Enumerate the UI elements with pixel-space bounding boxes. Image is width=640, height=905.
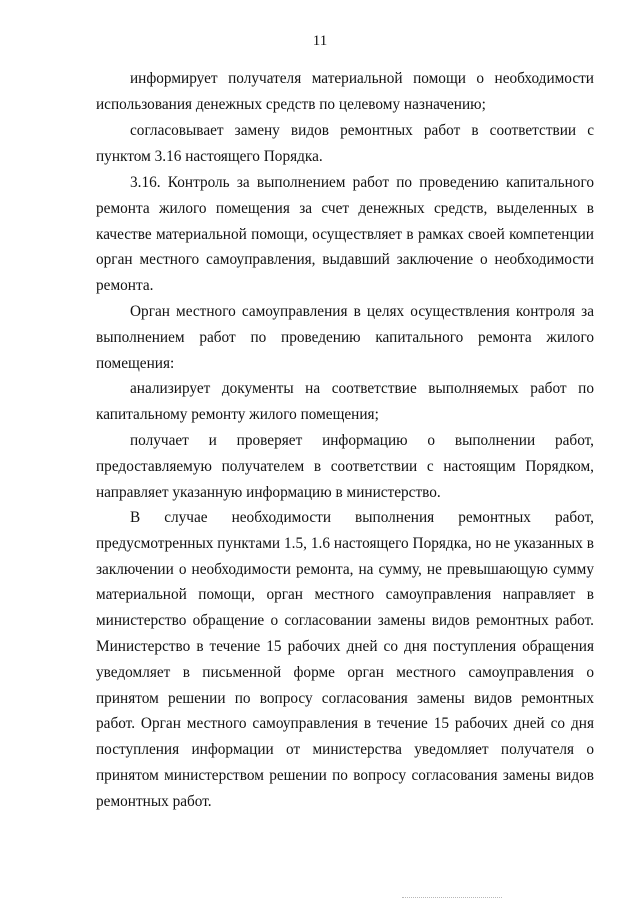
scan-artifact-divider [402, 897, 502, 898]
paragraph-analyze-documents: анализирует документы на соответствие выполняемых работ по капитальному ремонту жилого помещения; [96, 380, 594, 423]
paragraph-approve-replacement: согласовывает замену видов ремонтных работ в соответствии с пунктом 3.16 настоящего Порядка. [96, 122, 594, 165]
paragraph-section-3-16: 3.16. Контроль за выполнением работ по проведению капитального ремонта жилого помещения за счет денежных средств, выделенных в качестве материальной помощи, осуществляет в рамках своей компетенции орган местного самоуправления, выдавший заключение о необходимости ремонта. [96, 174, 594, 295]
paragraph-receive-information: получает и проверяет информацию о выполнении работ, предоставляемую получателем в соответствии с настоящим Порядком, направляет указанную информацию в министерство. [96, 432, 594, 501]
paragraph-inform-recipient: информирует получателя материальной помощи о необходимости использования денежных средств по целевому назначению; [96, 70, 594, 113]
paragraph-control-body: Орган местного самоуправления в целях осуществления контроля за выполнением работ по проведению капитального ремонта жилого помещения: [96, 303, 594, 372]
page-number: 11 [312, 33, 328, 49]
paragraph-replacement-procedure: В случае необходимости выполнения ремонтных работ, предусмотренных пунктами 1.5, 1.6 настоящего Порядка, но не указанных в заключении о необходимости ремонта, на сумму, не превышающую сумму материальной помощи, орган местного самоуправления направляет в министерство обращение о согласовании замены видов ремонтных работ. Министерство в течение 15 рабочих дней со дня поступления обращения уведомляет в письменной форме орган местного самоуправления о принятом решении по вопросу согласования замены видов ремонтных работ. Орган местного самоуправления в течение 15 рабочих дней со дня поступления информации от министерства уведомляет получателя о принятом министерством решении по вопросу согласования замены видов ремонтных работ. [96, 509, 594, 810]
